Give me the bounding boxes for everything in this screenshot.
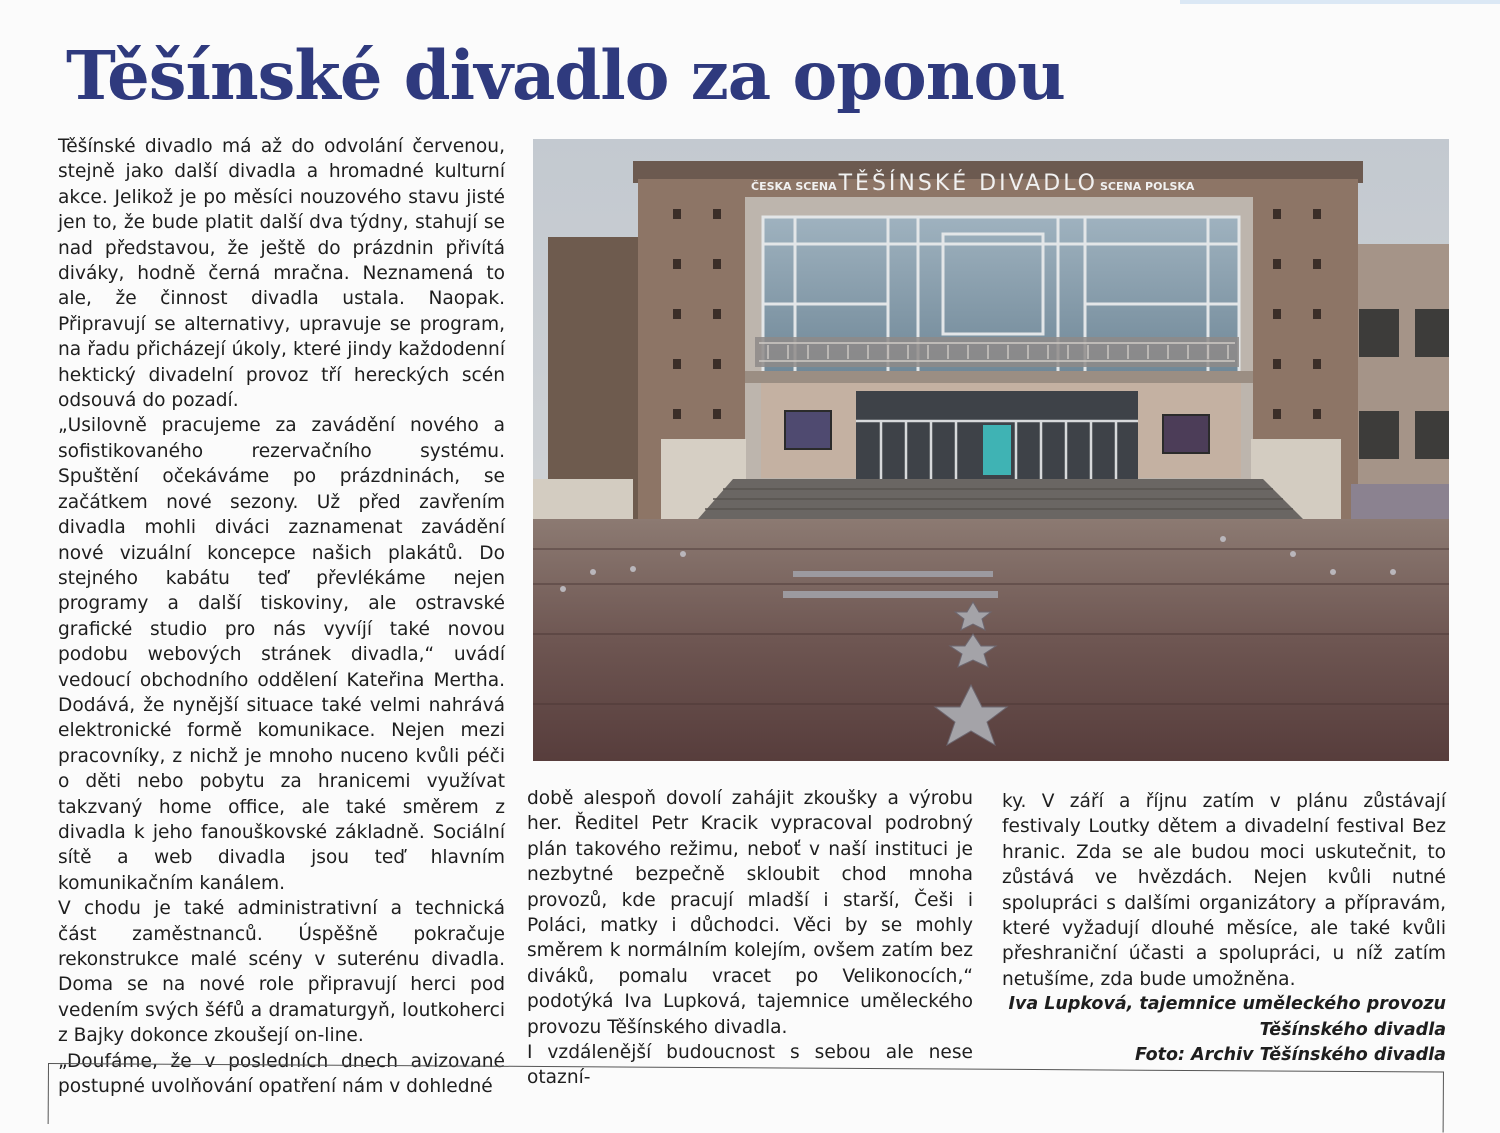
- paragraph: V chodu je také administrativní a technická část zaměstnanců. Úspěšně pokračuje rekonstrukce malé scény v suterénu divadla. Doma se na nové role připravují herci pod vedením svých šéfů a dramaturgyň, loutkoherci z Bajky dokonce zkoušejí on-line.: [58, 898, 505, 1047]
- scan-edge: [1180, 0, 1500, 4]
- theatre-photo: [533, 139, 1449, 761]
- article-column-2: [527, 786, 973, 1091]
- author-organization: Těšínského divadla: [1259, 1019, 1446, 1040]
- paragraph: „Usilovně pracujeme za zavádění nového a sofistikovaného rezervačního systému. Spuštění očekáváme po prázdninách, se začátkem nové sezony. Už před zavřením divadla mohli diváci zaznamenat zavádění nové vizuální koncepce našich plakátů. Do stejného kabátu teď převlékáme nejen programy a další tiskoviny, ale ostravské grafické studio pro nás vyvíjí také novou podobu webových stránek divadla,“ uvádí vedoucí obchodního oddělení Kateřina Mertha. Dodává, že nynější situace také velmi nahrává elektronické formě komunikace. Nejen mezi pracovníky, z nichž je mnoho nuceno kvůli péči o děti nebo pobytu za hranicemi využívat takzvaný home office, ale také směrem z divadla k jeho fanouškovské základně. Sociální sítě a web divadla jsou teď hlavním komunikačním kanálem.: [58, 415, 505, 894]
- sign-main-text: TĚŠÍNSKÉ DIVADLO: [838, 171, 1098, 196]
- sign-left-text: ČESKA SCENA: [751, 180, 837, 193]
- paragraph: ky. V září a říjnu zatím v plánu zůstávají festivaly Loutky dětem a divadelní festival Bez hranic. Zda se ale budou moci uskutečnit, to zůstává ve hvězdách. Nejen kvůli nutné spolupráci s dalšími organizátory a přípravám, které vyžadují dlouhé měsíce, ale také kvůli přeshraniční účasti a spolupráci, u níž zatím netušíme, zda bude umožněna.: [1002, 791, 1446, 990]
- next-article-frame: [48, 1063, 1444, 1133]
- sign-right-text: SCENA POLSKA: [1100, 180, 1195, 193]
- paragraph: „Doufáme, že v posledních dnech avizované postupné uvolňování opatření nám v dohledné: [58, 1050, 505, 1098]
- author-byline: Iva Lupková, tajemnice uměleckého provozu: [1008, 994, 1446, 1015]
- paragraph: I vzdálenější budoucnost s sebou ale nese otazní-: [527, 1042, 973, 1089]
- article-column-3: [1002, 789, 1446, 1068]
- article-column-1: [58, 134, 505, 1099]
- article-title: Těšínské divadlo za oponou: [66, 36, 1065, 115]
- theatre-building-image: [533, 139, 1449, 761]
- photo-credit: Foto: Archiv Těšínského divadla: [1135, 1045, 1446, 1066]
- building-sign: [751, 171, 1256, 196]
- paragraph: době alespoň dovolí zahájit zkoušky a výrobu her. Ředitel Petr Kracik vypracoval podrobný plán takového režimu, neboť v naší instituci je nezbytné bezpečně skloubit chod mnoha provozů, kde pracují mladší i starší, Češi i Poláci, matky i důchodci. Věci by se mohly směrem k normálním kolejím, ovšem zatím bez diváků, pomalu vracet po Velikonocích,“ podotýká Iva Lupková, tajemnice uměleckého provozu Těšínského divadla.: [527, 788, 973, 1038]
- paragraph: Těšínské divadlo má až do odvolání červenou, stejně jako další divadla a hromadné kulturní akce. Jelikož je po měsíci nouzového stavu jisté jen to, že bude platit další dva týdny, stahují se nad představou, že ještě do prázdnin přivítá diváky, hodně černá mračna. Neznamená to ale, že činnost divadla ustala. Naopak. Připravují se alternativy, upravuje se program, na řadu přicházejí úkoly, které jindy každodenní hektický divadelní provoz tří hereckých scén odsouvá do pozadí.: [58, 136, 505, 412]
